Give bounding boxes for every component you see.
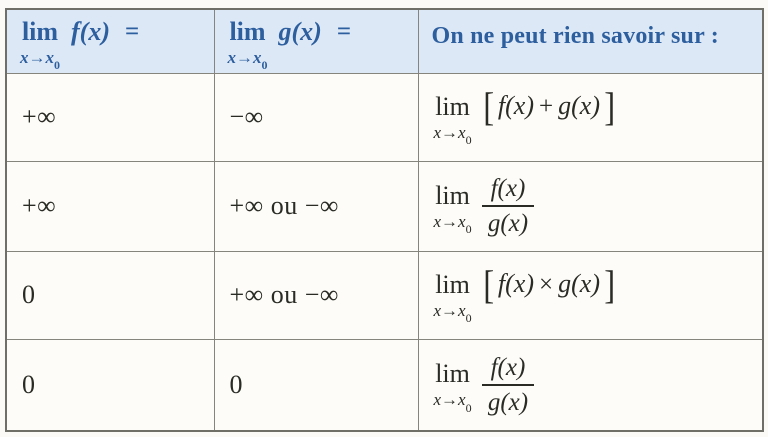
function-g-term: g(x) (558, 269, 600, 299)
approach-text: x→x (433, 300, 466, 320)
approach-text: x→x (433, 122, 466, 142)
g-limit-cell: +∞ ou −∞ (214, 161, 418, 251)
expression-cell (418, 73, 763, 161)
expression-cell (418, 251, 763, 339)
function-g-term: g(x) (558, 91, 600, 121)
limit-operator (433, 180, 472, 236)
fraction (482, 355, 535, 415)
denominator: g(x) (487, 388, 529, 416)
left-bracket: [ (482, 83, 494, 129)
limit-approach (433, 390, 472, 415)
approach-subscript: 0 (465, 132, 472, 147)
g-limit-cell: 0 (214, 339, 418, 431)
approach-text: x→x (433, 211, 466, 231)
limit-operator (20, 17, 60, 73)
lim-word: lim (21, 17, 59, 46)
plus-operator: + (539, 92, 554, 120)
limit-approach (433, 300, 472, 325)
lim-f-header-expression (20, 17, 140, 73)
limit-approach (227, 48, 268, 73)
lim-word: lim (435, 91, 470, 121)
numerator: f(x) (482, 355, 535, 386)
right-bracket: ] (604, 261, 616, 307)
approach-subscript: 0 (261, 58, 268, 73)
left-bracket: [ (482, 261, 494, 307)
limit-expression (434, 176, 535, 236)
header-row (6, 9, 763, 73)
table-row (6, 251, 763, 339)
limit-expression (433, 261, 617, 325)
approach-text: x→x (433, 390, 466, 410)
f-limit-cell: 0 (6, 339, 214, 431)
limit-expression (434, 355, 535, 415)
f-limit-cell: +∞ (6, 73, 214, 161)
function-f-term: f(x) (497, 269, 535, 299)
table-row (6, 339, 763, 431)
approach-subscript: 0 (465, 221, 472, 236)
header-unknown-column: On ne peut rien savoir sur : (418, 9, 763, 73)
approach-subscript: 0 (54, 58, 60, 73)
expression-cell (418, 161, 763, 251)
scanned-table-region (5, 8, 764, 432)
lim-word: lim (229, 17, 266, 46)
lim-word: lim (435, 269, 470, 299)
denominator: g(x) (487, 210, 529, 237)
right-bracket: ] (604, 83, 616, 129)
limit-approach (20, 48, 60, 73)
lim-word: lim (435, 180, 470, 210)
lim-g-header-expression (227, 17, 352, 73)
header-lim-f (6, 9, 214, 73)
fraction (482, 176, 535, 236)
approach-subscript: 0 (465, 310, 472, 325)
times-operator: × (539, 270, 554, 298)
approach-text: x→x (227, 48, 262, 67)
function-f: f(x) (71, 17, 110, 46)
numerator: f(x) (482, 176, 535, 207)
limit-operator (433, 269, 472, 325)
function-g: g(x) (278, 17, 322, 46)
approach-text: x→x (20, 48, 54, 67)
equals-sign: = (124, 18, 140, 45)
bracketed-expression (482, 83, 617, 129)
function-f-term: f(x) (497, 91, 535, 121)
table-row (6, 161, 763, 251)
limit-approach (433, 122, 472, 147)
limit-expression (433, 83, 617, 147)
expression-cell (418, 339, 763, 431)
limits-indeterminate-forms-table (5, 8, 764, 432)
g-limit-cell: −∞ (214, 73, 418, 161)
approach-subscript: 0 (465, 400, 472, 415)
header-lim-g (214, 9, 418, 73)
f-limit-cell: 0 (6, 251, 214, 339)
g-limit-cell: +∞ ou −∞ (214, 251, 418, 339)
limit-approach (433, 211, 472, 236)
limit-operator (433, 91, 472, 147)
lim-word: lim (435, 359, 470, 389)
equals-sign: = (336, 18, 352, 45)
bracketed-expression (482, 261, 617, 307)
f-limit-cell: +∞ (6, 161, 214, 251)
limit-operator (433, 359, 472, 415)
table-row (6, 73, 763, 161)
limit-operator (227, 17, 268, 73)
